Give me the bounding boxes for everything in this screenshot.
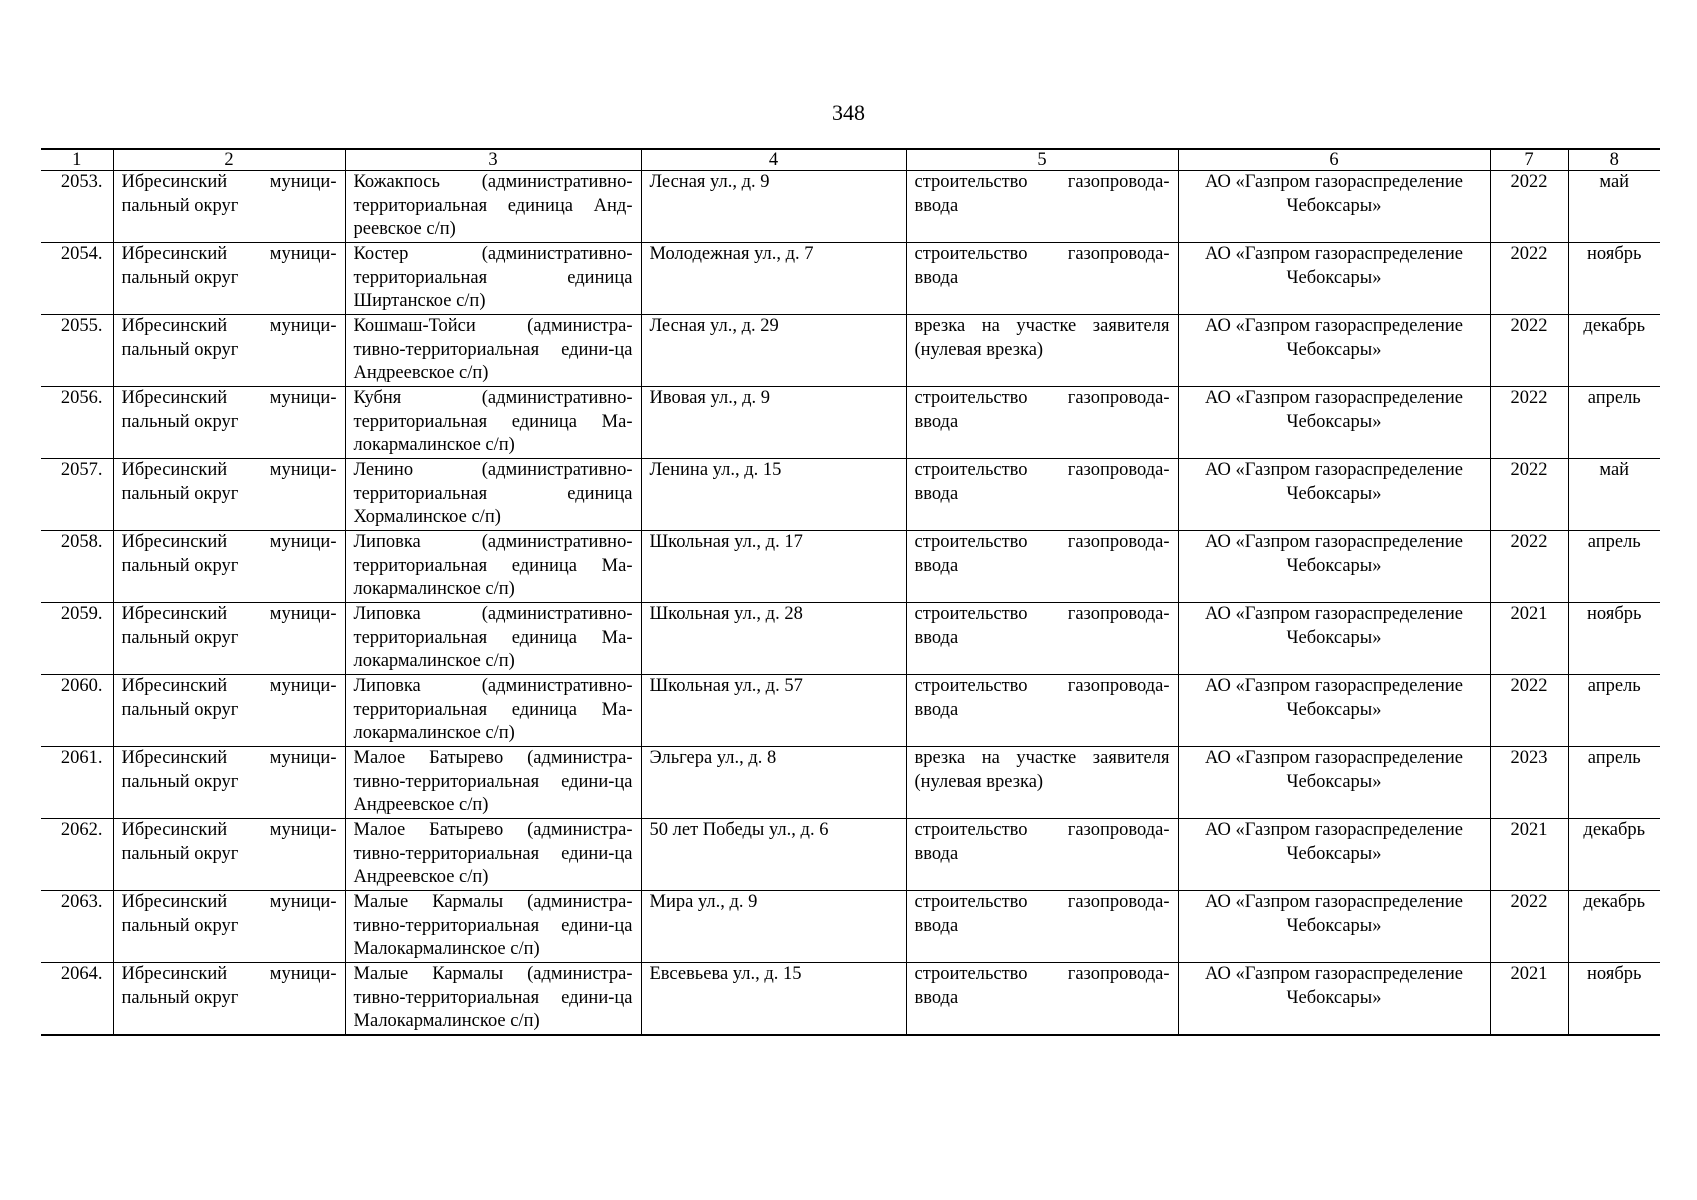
year-cell: 2022 <box>1490 171 1568 243</box>
organization-cell: АО «Газпром газораспределение Чебоксары» <box>1178 315 1490 387</box>
row-number: 2053. <box>41 171 113 243</box>
month-cell: декабрь <box>1568 819 1660 891</box>
row-number: 2063. <box>41 891 113 963</box>
table-row <box>41 171 1660 243</box>
row-number: 2060. <box>41 675 113 747</box>
month-cell: май <box>1568 459 1660 531</box>
organization-cell: АО «Газпром газораспределение Чебоксары» <box>1178 747 1490 819</box>
address-cell: Евсевьева ул., д. 15 <box>641 963 906 1036</box>
work-type-cell: строительство газопровода-ввода <box>906 387 1178 459</box>
address-cell: Ленина ул., д. 15 <box>641 459 906 531</box>
address-cell: Школьная ул., д. 28 <box>641 603 906 675</box>
locality-cell: Кубня (административно-территориальная единица Ма-локармалинское с/п) <box>345 387 641 459</box>
district-cell: Ибресинский муници-пальный округ <box>113 891 345 963</box>
month-cell: апрель <box>1568 531 1660 603</box>
organization-cell: АО «Газпром газораспределение Чебоксары» <box>1178 171 1490 243</box>
column-number: 8 <box>1568 149 1660 171</box>
month-cell: апрель <box>1568 387 1660 459</box>
column-number: 3 <box>345 149 641 171</box>
row-number: 2059. <box>41 603 113 675</box>
work-type-cell: строительство газопровода-ввода <box>906 891 1178 963</box>
month-cell: апрель <box>1568 747 1660 819</box>
year-cell: 2022 <box>1490 387 1568 459</box>
address-cell: 50 лет Победы ул., д. 6 <box>641 819 906 891</box>
district-cell: Ибресинский муници-пальный округ <box>113 171 345 243</box>
year-cell: 2022 <box>1490 459 1568 531</box>
district-cell: Ибресинский муници-пальный округ <box>113 459 345 531</box>
organization-cell: АО «Газпром газораспределение Чебоксары» <box>1178 963 1490 1036</box>
table-body <box>41 171 1660 1036</box>
address-cell: Мира ул., д. 9 <box>641 891 906 963</box>
district-cell: Ибресинский муници-пальный округ <box>113 603 345 675</box>
locality-cell: Малые Кармалы (администра-тивно-территориальная едини-ца Малокармалинское с/п) <box>345 891 641 963</box>
organization-cell: АО «Газпром газораспределение Чебоксары» <box>1178 675 1490 747</box>
work-type-cell: строительство газопровода-ввода <box>906 171 1178 243</box>
month-cell: декабрь <box>1568 315 1660 387</box>
work-type-cell: строительство газопровода-ввода <box>906 459 1178 531</box>
table-row <box>41 531 1660 603</box>
work-type-cell: строительство газопровода-ввода <box>906 243 1178 315</box>
column-number: 6 <box>1178 149 1490 171</box>
row-number: 2062. <box>41 819 113 891</box>
district-cell: Ибресинский муници-пальный округ <box>113 531 345 603</box>
organization-cell: АО «Газпром газораспределение Чебоксары» <box>1178 459 1490 531</box>
address-cell: Лесная ул., д. 29 <box>641 315 906 387</box>
month-cell: ноябрь <box>1568 603 1660 675</box>
month-cell: ноябрь <box>1568 963 1660 1036</box>
row-number: 2061. <box>41 747 113 819</box>
locality-cell: Кошмаш-Тойси (администра-тивно-территориальная едини-ца Андреевское с/п) <box>345 315 641 387</box>
work-type-cell: строительство газопровода-ввода <box>906 675 1178 747</box>
month-cell: декабрь <box>1568 891 1660 963</box>
organization-cell: АО «Газпром газораспределение Чебоксары» <box>1178 387 1490 459</box>
column-number: 7 <box>1490 149 1568 171</box>
work-type-cell: строительство газопровода-ввода <box>906 819 1178 891</box>
locality-cell: Ленино (административно-территориальная единица Хормалинское с/п) <box>345 459 641 531</box>
address-cell: Ивовая ул., д. 9 <box>641 387 906 459</box>
organization-cell: АО «Газпром газораспределение Чебоксары» <box>1178 243 1490 315</box>
row-number: 2064. <box>41 963 113 1036</box>
row-number: 2056. <box>41 387 113 459</box>
work-type-cell: врезка на участке заявителя (нулевая врезка) <box>906 747 1178 819</box>
year-cell: 2023 <box>1490 747 1568 819</box>
year-cell: 2022 <box>1490 891 1568 963</box>
table-row <box>41 747 1660 819</box>
column-number: 2 <box>113 149 345 171</box>
row-number: 2055. <box>41 315 113 387</box>
year-cell: 2021 <box>1490 819 1568 891</box>
district-cell: Ибресинский муници-пальный округ <box>113 387 345 459</box>
locality-cell: Малые Кармалы (администра-тивно-территориальная едини-ца Малокармалинское с/п) <box>345 963 641 1036</box>
row-number: 2054. <box>41 243 113 315</box>
locality-cell: Малое Батырево (администра-тивно-территориальная едини-ца Андреевское с/п) <box>345 747 641 819</box>
district-cell: Ибресинский муници-пальный округ <box>113 243 345 315</box>
data-table <box>41 148 1660 1036</box>
locality-cell: Кожакпось (административно-территориальная единица Анд-реевское с/п) <box>345 171 641 243</box>
address-cell: Эльгера ул., д. 8 <box>641 747 906 819</box>
address-cell: Школьная ул., д. 57 <box>641 675 906 747</box>
column-number: 5 <box>906 149 1178 171</box>
organization-cell: АО «Газпром газораспределение Чебоксары» <box>1178 603 1490 675</box>
year-cell: 2021 <box>1490 603 1568 675</box>
table-row <box>41 315 1660 387</box>
row-number: 2057. <box>41 459 113 531</box>
year-cell: 2022 <box>1490 531 1568 603</box>
address-cell: Школьная ул., д. 17 <box>641 531 906 603</box>
organization-cell: АО «Газпром газораспределение Чебоксары» <box>1178 819 1490 891</box>
month-cell: май <box>1568 171 1660 243</box>
district-cell: Ибресинский муници-пальный округ <box>113 315 345 387</box>
month-cell: апрель <box>1568 675 1660 747</box>
work-type-cell: врезка на участке заявителя (нулевая врезка) <box>906 315 1178 387</box>
column-number: 1 <box>41 149 113 171</box>
table-row <box>41 603 1660 675</box>
work-type-cell: строительство газопровода-ввода <box>906 531 1178 603</box>
organization-cell: АО «Газпром газораспределение Чебоксары» <box>1178 891 1490 963</box>
address-cell: Лесная ул., д. 9 <box>641 171 906 243</box>
locality-cell: Липовка (административно-территориальная единица Ма-локармалинское с/п) <box>345 675 641 747</box>
locality-cell: Костер (административно-территориальная единица Ширтанское с/п) <box>345 243 641 315</box>
table-row <box>41 819 1660 891</box>
locality-cell: Липовка (административно-территориальная единица Ма-локармалинское с/п) <box>345 531 641 603</box>
row-number: 2058. <box>41 531 113 603</box>
address-cell: Молодежная ул., д. 7 <box>641 243 906 315</box>
locality-cell: Липовка (административно-территориальная единица Ма-локармалинское с/п) <box>345 603 641 675</box>
table-row <box>41 675 1660 747</box>
month-cell: ноябрь <box>1568 243 1660 315</box>
district-cell: Ибресинский муници-пальный округ <box>113 819 345 891</box>
year-cell: 2022 <box>1490 675 1568 747</box>
district-cell: Ибресинский муници-пальный округ <box>113 675 345 747</box>
work-type-cell: строительство газопровода-ввода <box>906 963 1178 1036</box>
year-cell: 2022 <box>1490 243 1568 315</box>
work-type-cell: строительство газопровода-ввода <box>906 603 1178 675</box>
column-number: 4 <box>641 149 906 171</box>
table-row <box>41 243 1660 315</box>
table-row <box>41 891 1660 963</box>
table-row <box>41 459 1660 531</box>
table-row <box>41 963 1660 1036</box>
organization-cell: АО «Газпром газораспределение Чебоксары» <box>1178 531 1490 603</box>
year-cell: 2022 <box>1490 315 1568 387</box>
year-cell: 2021 <box>1490 963 1568 1036</box>
district-cell: Ибресинский муници-пальный округ <box>113 963 345 1036</box>
column-number-row <box>41 149 1660 171</box>
page-number: 348 <box>832 100 865 125</box>
district-cell: Ибресинский муници-пальный округ <box>113 747 345 819</box>
table-row <box>41 387 1660 459</box>
locality-cell: Малое Батырево (администра-тивно-территориальная едини-ца Андреевское с/п) <box>345 819 641 891</box>
